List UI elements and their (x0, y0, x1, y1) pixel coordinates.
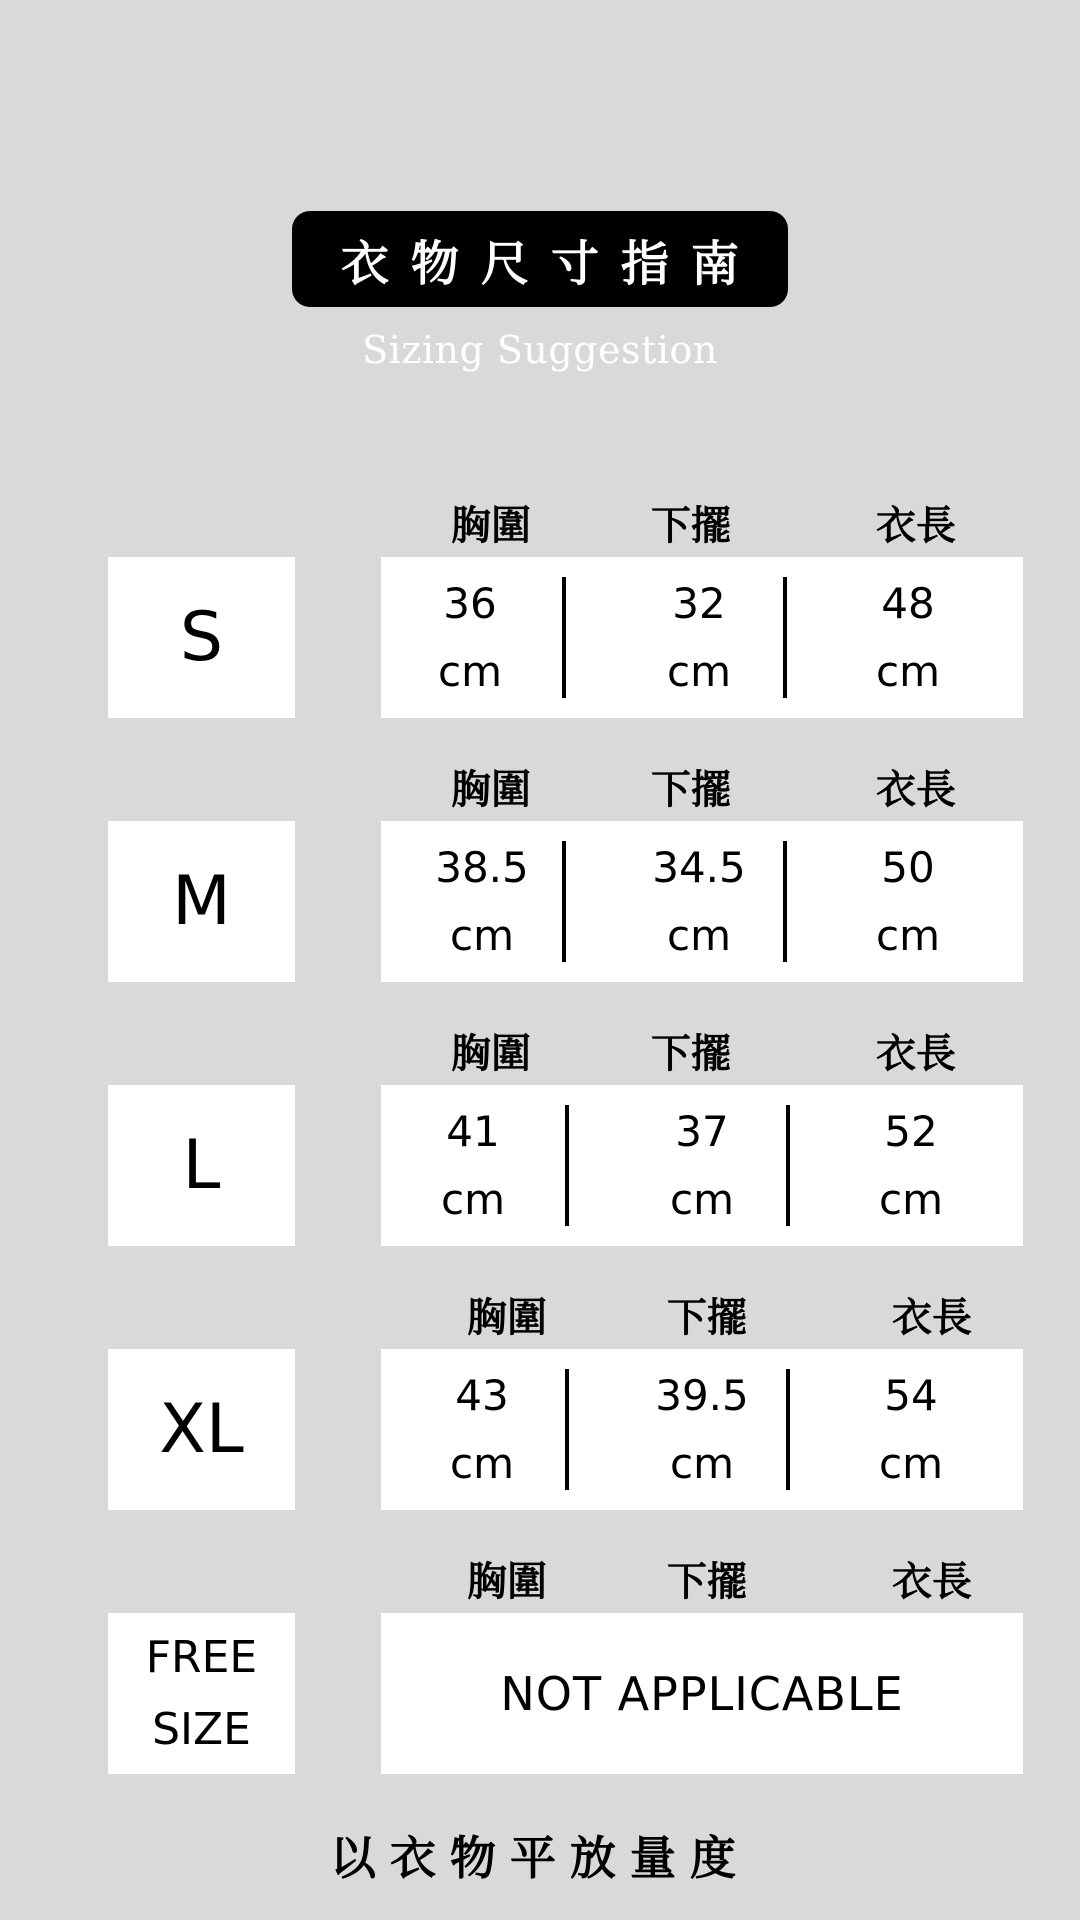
header-length: 衣長 (892, 1558, 972, 1605)
length-value (818, 821, 998, 982)
length-value (821, 1349, 1001, 1510)
size-label: L (108, 1085, 295, 1246)
value-unit: cm (878, 1438, 943, 1488)
size-row-l (0, 1022, 1080, 1252)
measurement-panel (381, 1085, 1023, 1246)
value-number: 39.5 (655, 1370, 749, 1420)
divider (565, 1105, 569, 1226)
measurement-panel (381, 1349, 1023, 1510)
value-number: 50 (881, 842, 935, 892)
page-subtitle: Sizing Suggestion (362, 328, 718, 372)
header-length: 衣長 (876, 766, 956, 813)
divider (562, 577, 566, 698)
size-row-free (0, 1550, 1080, 1780)
size-row-m (0, 758, 1080, 988)
value-number: 48 (881, 578, 935, 628)
divider (783, 577, 787, 698)
value-unit: cm (875, 910, 940, 960)
hem-value (612, 1085, 792, 1246)
chest-value (392, 1349, 572, 1510)
header-hem: 下擺 (651, 502, 731, 549)
divider (786, 1105, 790, 1226)
measurement-panel (381, 557, 1023, 718)
value-unit: cm (449, 1438, 514, 1488)
value-unit: cm (878, 1174, 943, 1224)
value-number: 43 (455, 1370, 509, 1420)
value-number: 36 (443, 578, 497, 628)
chest-value (392, 821, 572, 982)
size-label: S (108, 557, 295, 718)
column-headers (0, 1286, 1080, 1342)
column-headers (0, 1550, 1080, 1606)
not-applicable-text: NOT APPLICABLE (500, 1666, 904, 1721)
chest-value (380, 557, 560, 718)
header-chest: 胸圍 (467, 1294, 547, 1341)
measurement-panel (381, 1613, 1023, 1774)
header-chest: 胸圍 (451, 1030, 531, 1077)
length-value (821, 1085, 1001, 1246)
size-label: XL (108, 1349, 295, 1510)
size-label: M (108, 821, 295, 982)
header-length: 衣長 (892, 1294, 972, 1341)
hem-value (609, 821, 789, 982)
value-unit: cm (875, 646, 940, 696)
value-number: 52 (884, 1106, 938, 1156)
footer-note: 以衣物平放量度 (330, 1831, 750, 1885)
length-value (818, 557, 998, 718)
header-hem: 下擺 (667, 1294, 747, 1341)
hem-value (612, 1349, 792, 1510)
column-headers (0, 758, 1080, 814)
chest-value (383, 1085, 563, 1246)
header-hem: 下擺 (651, 1030, 731, 1077)
value-number: 54 (884, 1370, 938, 1420)
column-headers (0, 1022, 1080, 1078)
header-length: 衣長 (876, 502, 956, 549)
value-unit: cm (437, 646, 502, 696)
divider (562, 841, 566, 962)
hem-value (609, 557, 789, 718)
page-title: 衣物尺寸指南 (292, 211, 788, 307)
divider (786, 1369, 790, 1490)
value-unit: cm (666, 646, 731, 696)
value-number: 37 (675, 1106, 729, 1156)
header-chest: 胸圍 (451, 766, 531, 813)
header-hem: 下擺 (667, 1558, 747, 1605)
value-number: 32 (672, 578, 726, 628)
value-unit: cm (669, 1438, 734, 1488)
header-hem: 下擺 (651, 766, 731, 813)
value-unit: cm (449, 910, 514, 960)
divider (783, 841, 787, 962)
size-row-xl (0, 1286, 1080, 1516)
header-chest: 胸圍 (451, 502, 531, 549)
value-number: 34.5 (652, 842, 746, 892)
size-row-s (0, 494, 1080, 724)
header-length: 衣長 (876, 1030, 956, 1077)
header-chest: 胸圍 (467, 1558, 547, 1605)
value-unit: cm (669, 1174, 734, 1224)
value-unit: cm (440, 1174, 505, 1224)
column-headers (0, 494, 1080, 550)
value-number: 41 (446, 1106, 500, 1156)
measurement-panel (381, 821, 1023, 982)
divider (565, 1369, 569, 1490)
value-unit: cm (666, 910, 731, 960)
value-number: 38.5 (435, 842, 529, 892)
size-label: FREE SIZE (108, 1613, 295, 1774)
